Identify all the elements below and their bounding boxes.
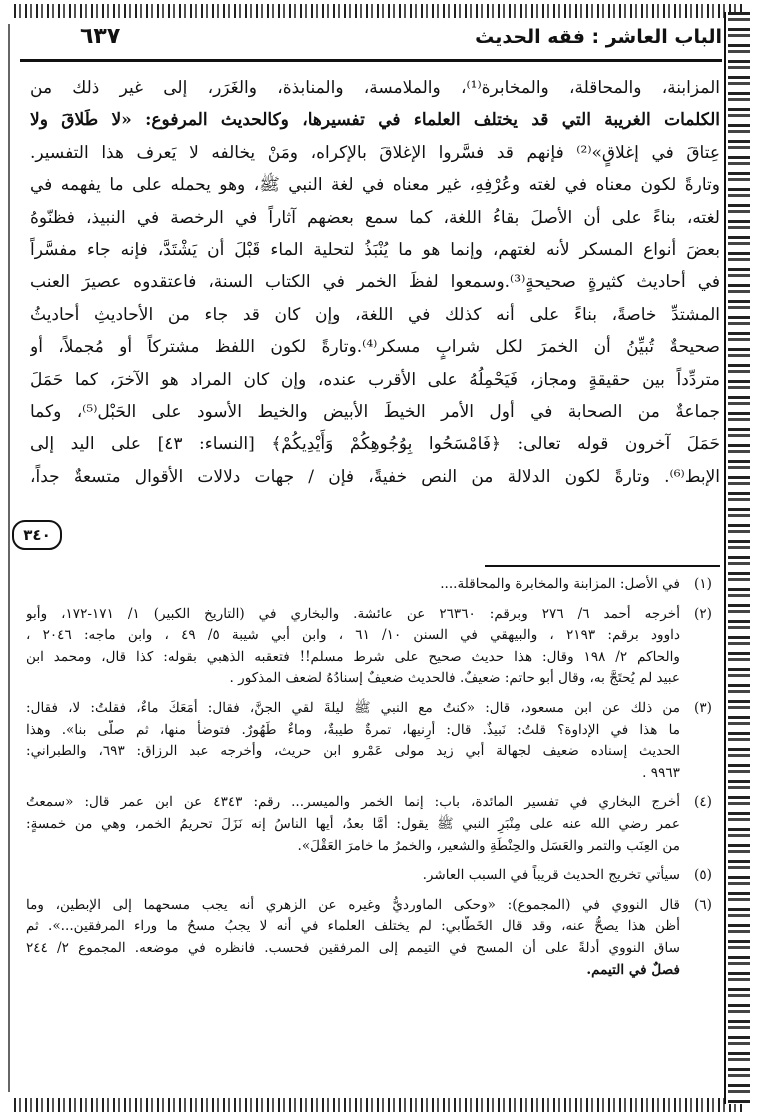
footnote [26,574,720,596]
footnote-line: عبيد لم يُحتَجَّ به، وقال أبو حاتم: ضعيفٌ. فالحديث ضعيفٌ إسنادُهُ لضعف المذكور . [229,670,680,687]
body-line: في أحاديث كثيرةٍ صحيحةٍ⁽³⁾.وسمعوا لفظَ الخمر في الكتاب السنة، فاعتقدوه عصيرَ العنب [30,272,720,293]
body-line: المشتدِّ خاصةً، بناءً على أنه كذلك في اللغة، وإن كان قد جاء من الأحاديثِ أحاديثُ [30,304,720,325]
footnote-line: الحديث إسناده ضعيف لجهالة أبي زيد مولى عَمْرو ابن حريث، وأخرجه عبد الرزاق: ٦٩٣، والطبراني: [26,743,680,760]
footnote-number: (١) [694,576,712,592]
footnote-line: من ذلك عن ابن مسعود، قال: «كنتُ مع النبي ﷺ ليلةَ لقي الجنَّ، فقال: أمَعَكَ ماءٌ، فقلتُ: لا، فقال: [26,699,680,716]
body-line: عِتاقَ في إغلاقٍ»⁽²⁾ فإنهم قد فسَّروا الإغلاقَ بالإكراه، ومَنْ يخالفه لا يَعرف هذا التفسير. [30,142,720,163]
footnote-line: ٩٩٦٣ . [642,764,680,781]
footnote-line: قال النووي في (المجموع): «وحكى الماورديُّ وغيره عن الزهري أنه يجب مسحهما إلى الإبطين، وما [26,896,680,913]
body-line: صحيحةٌ تُبيِّنُ أن الخمرَ لكل شرابٍ مسكر⁽⁴⁾.وتارةً لكون اللفظ مشتركاً أو مُجملاً، أو [30,337,720,358]
footnote-number: (٥) [694,867,712,884]
footnote-line: داوود برقم: ٢١٩٣ ، والبيهقي في السنن ١٠/ ٦١ ، وابن أبي شيبة ٥/ ٤٩ ، وابن ماجه: ٢٠٤٦ ، [26,627,680,644]
page-header [20,26,722,62]
page-number: ٦٣٧ [80,24,121,49]
footnote-line: ما هذا في الإداوة؟ قلتُ: نَبيذٌ. قال: أرِنيها، تمرةٌ طيبةٌ، وماءٌ طَهُورٌ. فتوضأ منها، ثم صلّى بنا». وهذا [26,721,680,738]
main-text [30,72,720,493]
header-rule [20,59,722,62]
footnote [26,792,720,857]
body-line: بعضَ أنواع المسكر لأنه لغتهم، وإنما هو ما يُنْبَذُ لتحلية الماء قَبْلَ أن يَشْتَدَّ، فإنه جاء مفسَّراً [30,239,720,260]
footnote-line: أظن هذا يصحُّ عنه، وقد قال الخَطّابي: لم يختلف العلماء في أنه لا يجبُ مسحُ ما وراء المرفقين...». ثم [26,918,680,935]
body-line: جماعةٌ من الصحابة في أول الأمر الخيطَ الأبيض والخيط الأسود على الحَبْل⁽⁵⁾، وكما [30,401,720,422]
footnote-line: أخرج البخاري في تفسير المائدة، باب: إنما الخمر والميسر... رقم: ٤٣٤٣ عن ابن عمر قال: «سمعتُ [26,794,680,811]
footnote-line: في الأصل: المزابنة والمخابرة والمحاقلة.... [440,576,680,592]
footnote-number: (٢) [694,605,712,622]
ornamental-border-top [14,4,742,18]
footnote-line: من العِنَب والتمر والعَسَل والحِنْطَةِ والشعير، والخمرُ ما خامرَ العَقْلَ». [297,837,680,854]
ornamental-border-right [728,12,750,1104]
footnote-line: أخرجه أحمد ٦/ ٢٧٦ وبرقم: ٢٦٣٦٠ عن عائشة. والبخاري في (التاريخ الكبير) ١/ ١٧١-١٧٢، وأبو [26,605,680,622]
footnote-line: ساق النووي أدلةً على أن المسح في التيمم إلى المرفقين فحسب. فانظره في موضعه. المجموع ٢/ ٢٤٤ [26,939,680,956]
footnote-separator [485,565,720,567]
footnote-number: (٤) [694,794,712,811]
footnote [26,604,720,690]
footnote [26,895,720,981]
ornamental-border-bottom [14,1098,742,1112]
body-line: الكلمات الغريبة التي قد يختلف العلماء في تفسيرها، وكالحديث المرفوع: «لا طَلاقَ ولا [30,110,720,131]
chapter-title: الباب العاشر : فقه الحديث [475,26,722,48]
footnote-line: فصلٌ في التيمم. [586,961,680,978]
body-line: وتارةً لكون معناه في لغته وعُرْفِهِ، غير معناه في لغة النبي ﷺ، وهو يحمله على ما يفهمه في [30,175,720,196]
body-line: المزابنة، والمحاقلة، والمخابرة⁽¹⁾، والملامسة، والمنابذة، والغَرَر، إلى غير ذلك من [30,78,720,98]
footnotes [26,574,720,989]
footnote-line: والحاكم ٢/ ١٩٨ وقال: هذا حديث صحيح على شرط مسلم!! فتعقبه الذهبي بقوله: كذا قال، ومحمد ابن [26,648,680,665]
footnote-line: سيأتي تخريج الحديث قريباً في السبب العاشر. [422,867,680,884]
footnote-line: عمر رضي الله عنه على مِنْبَرِ النبي ﷺ يقول: أمَّا بعدُ، أيها الناسُ إنه نَزَلَ تحريمُ الخمر، وهي من خمسةٍ: [26,815,680,832]
footnote-number: (٦) [694,896,712,913]
body-line: الإبط⁽⁶⁾. وتارةً لكون الدلالة من النص خفيةً، فإن / جهات دلالات الأقوال متسعةٌ جداً، [30,466,720,487]
footnote-number: (٣) [694,699,712,716]
footnote [26,865,720,887]
body-line: لغته، بناءً على أن الأصلَ بقاءُ اللغة، كما سمع بعضهم آثاراً في الرخصة في النبيذ، فظنّوهُ [30,207,720,228]
footnote [26,698,720,784]
border-left-rule [8,24,10,1092]
margin-page-marker: ٣٤٠ [12,520,62,550]
body-line: حَمَلَ آخرون قوله تعالى: ﴿فَامْسَحُوا بِوُجُوهِكُمْ وَأَيْدِيكُمْ﴾ [النساء: ٤٣] على اليد إلى [30,434,720,455]
body-line: متردِّداً بين حقيقةٍ ومجاز، فَيَحْمِلُهُ على الأقرب عنده، وإن كان المراد هو الآخرَ، كما حَمَلَ [30,369,720,390]
